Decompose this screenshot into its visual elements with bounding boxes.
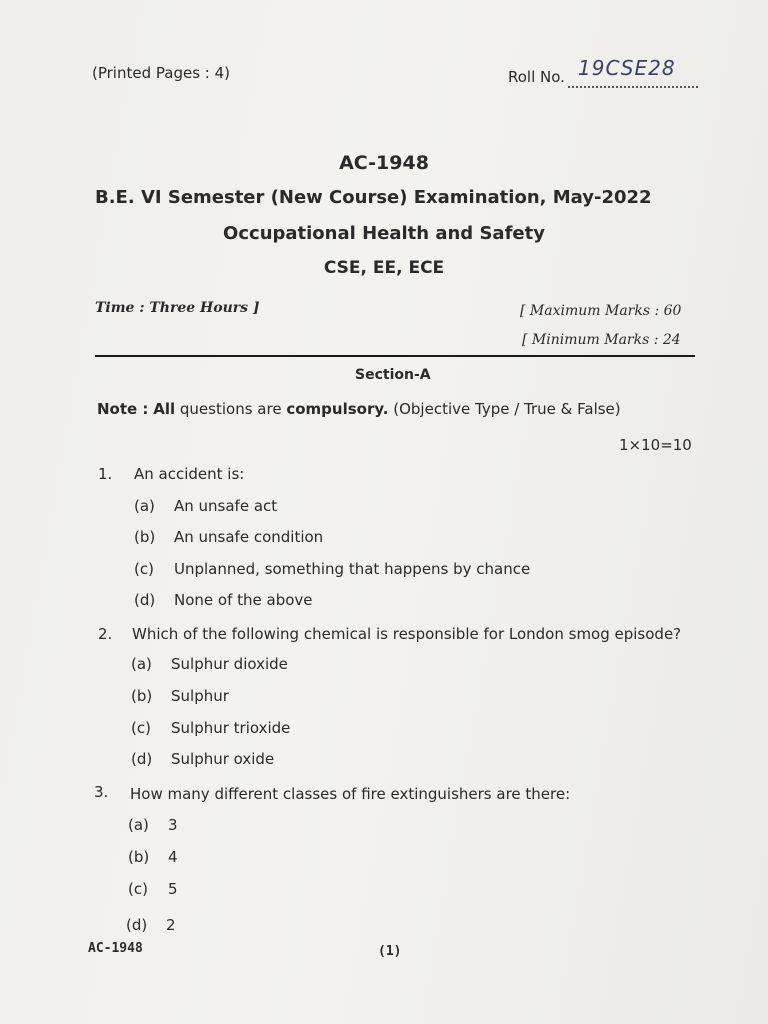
- option: [131, 719, 290, 737]
- roll-number-label: Roll No.: [508, 68, 565, 86]
- option-text: None of the above: [174, 591, 313, 609]
- question-text: Which of the following chemical is responsible for London smog episode?: [132, 625, 682, 643]
- section-title: Section-A: [355, 367, 431, 383]
- note-mid: questions are: [179, 400, 282, 418]
- option-label: (b): [131, 687, 153, 705]
- option-label: (c): [128, 880, 148, 898]
- option-text: 4: [168, 848, 178, 866]
- option: [134, 497, 277, 515]
- note-all: All: [153, 400, 176, 418]
- note-label: Note :: [97, 400, 149, 418]
- option-text: Sulphur: [171, 687, 229, 705]
- subject-title: Occupational Health and Safety: [223, 223, 545, 244]
- printed-pages: (Printed Pages : 4): [92, 64, 230, 82]
- question-number: 2.: [98, 625, 113, 643]
- option-label: (b): [128, 848, 150, 866]
- note-compulsory: compulsory.: [286, 400, 389, 418]
- option-label: (d): [134, 591, 156, 609]
- option-label: (d): [131, 750, 153, 768]
- option-label: (a): [128, 816, 149, 834]
- question-text: How many different classes of fire extinguishers are there:: [130, 785, 571, 803]
- option-label: (b): [134, 528, 156, 546]
- option-text: An unsafe act: [174, 497, 278, 515]
- option-text: An unsafe condition: [174, 528, 324, 546]
- option-label: (c): [131, 719, 151, 737]
- option: [128, 816, 178, 834]
- paper-code: AC-1948: [339, 152, 429, 174]
- option-text: Sulphur dioxide: [171, 655, 288, 673]
- time-allowed: Time : Three Hours ]: [95, 300, 260, 316]
- option-text: Sulphur oxide: [171, 750, 275, 768]
- question-number: 3.: [94, 783, 109, 801]
- option: [134, 560, 530, 578]
- option: [134, 591, 313, 609]
- option: [126, 916, 176, 934]
- question-number: 1.: [98, 465, 113, 483]
- section-marks: 1×10=10: [619, 436, 692, 454]
- option-text: 3: [168, 816, 178, 834]
- footer-paper-code: AC-1948: [88, 941, 143, 956]
- option-label: (d): [126, 916, 148, 934]
- note-line: [97, 400, 621, 418]
- roll-number-handwritten: 19CSE28: [578, 56, 676, 80]
- header-divider: [95, 355, 695, 357]
- option-label: (a): [134, 497, 155, 515]
- question-text: An accident is:: [134, 465, 245, 483]
- branches: CSE, EE, ECE: [323, 258, 445, 278]
- option-text: 2: [166, 916, 176, 934]
- option-text: Unplanned, something that happens by chance: [174, 560, 531, 578]
- footer-page-number: (1): [378, 944, 402, 959]
- option: [131, 750, 274, 768]
- roll-number-dotted-line: [568, 86, 698, 88]
- option: [128, 848, 178, 866]
- minimum-marks: [ Minimum Marks : 24: [522, 332, 681, 348]
- exam-title: B.E. VI Semester (New Course) Examination, May-2022: [95, 187, 652, 208]
- option: [134, 528, 323, 546]
- option: [128, 880, 178, 898]
- option: [131, 655, 288, 673]
- maximum-marks: [ Maximum Marks : 60: [520, 303, 682, 319]
- option: [131, 687, 229, 705]
- option-label: (a): [131, 655, 152, 673]
- note-rest: (Objective Type / True & False): [393, 400, 621, 418]
- option-label: (c): [134, 560, 154, 578]
- option-text: Sulphur trioxide: [171, 719, 291, 737]
- option-text: 5: [168, 880, 178, 898]
